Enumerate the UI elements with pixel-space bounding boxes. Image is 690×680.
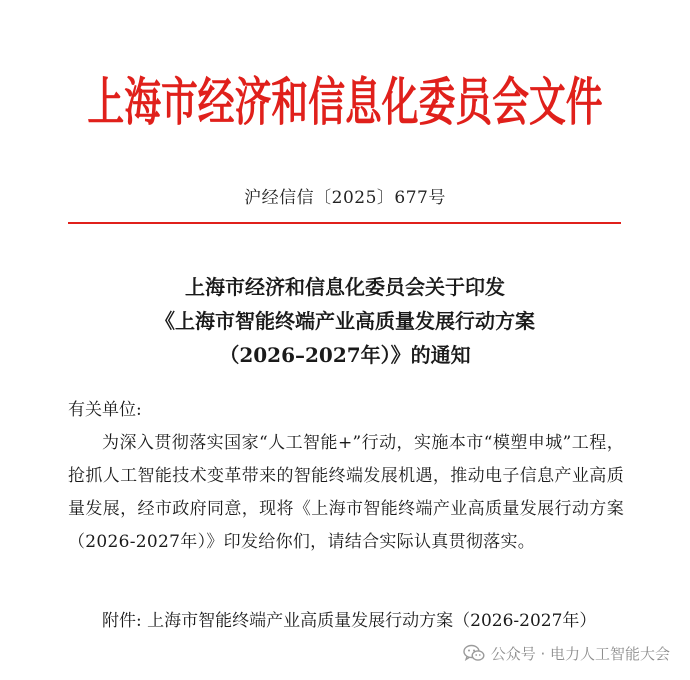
document-title	[0, 270, 690, 372]
salutation: 有关单位:	[68, 400, 142, 420]
title-line-3: （2026–2027年）》的通知	[219, 343, 471, 367]
attachment-line: 附件: 上海市智能终端产业高质量发展行动方案（2026-2027年）	[102, 611, 597, 631]
wechat-icon	[463, 644, 485, 662]
watermark-text: 公众号 · 电力人工智能大会	[490, 644, 670, 663]
title-line-2: 《上海市智能终端产业高质量发展行动方案	[155, 309, 535, 333]
watermark	[463, 641, 670, 665]
body-paragraph: 为深入贯彻落实国家“人工智能+”行动，实施本市“模塑申城”工程，抢抓人工智能技术变革带来的智能终端发展机遇，推动电子信息产业高质量发展，经市政府同意，现将《上海市智能终端产业高质量发展行动方案（2026-2027年）》印发给你们，请结合实际认真贯彻落实。	[68, 433, 624, 552]
document-body	[68, 394, 624, 559]
title-line-1: 上海市经济和信息化委员会关于印发	[185, 275, 505, 299]
document-masthead: 上海市经济和信息化委员会文件	[87, 71, 603, 133]
red-divider-line	[68, 222, 621, 224]
document-number: 沪经信信〔2025〕677号	[244, 188, 446, 208]
